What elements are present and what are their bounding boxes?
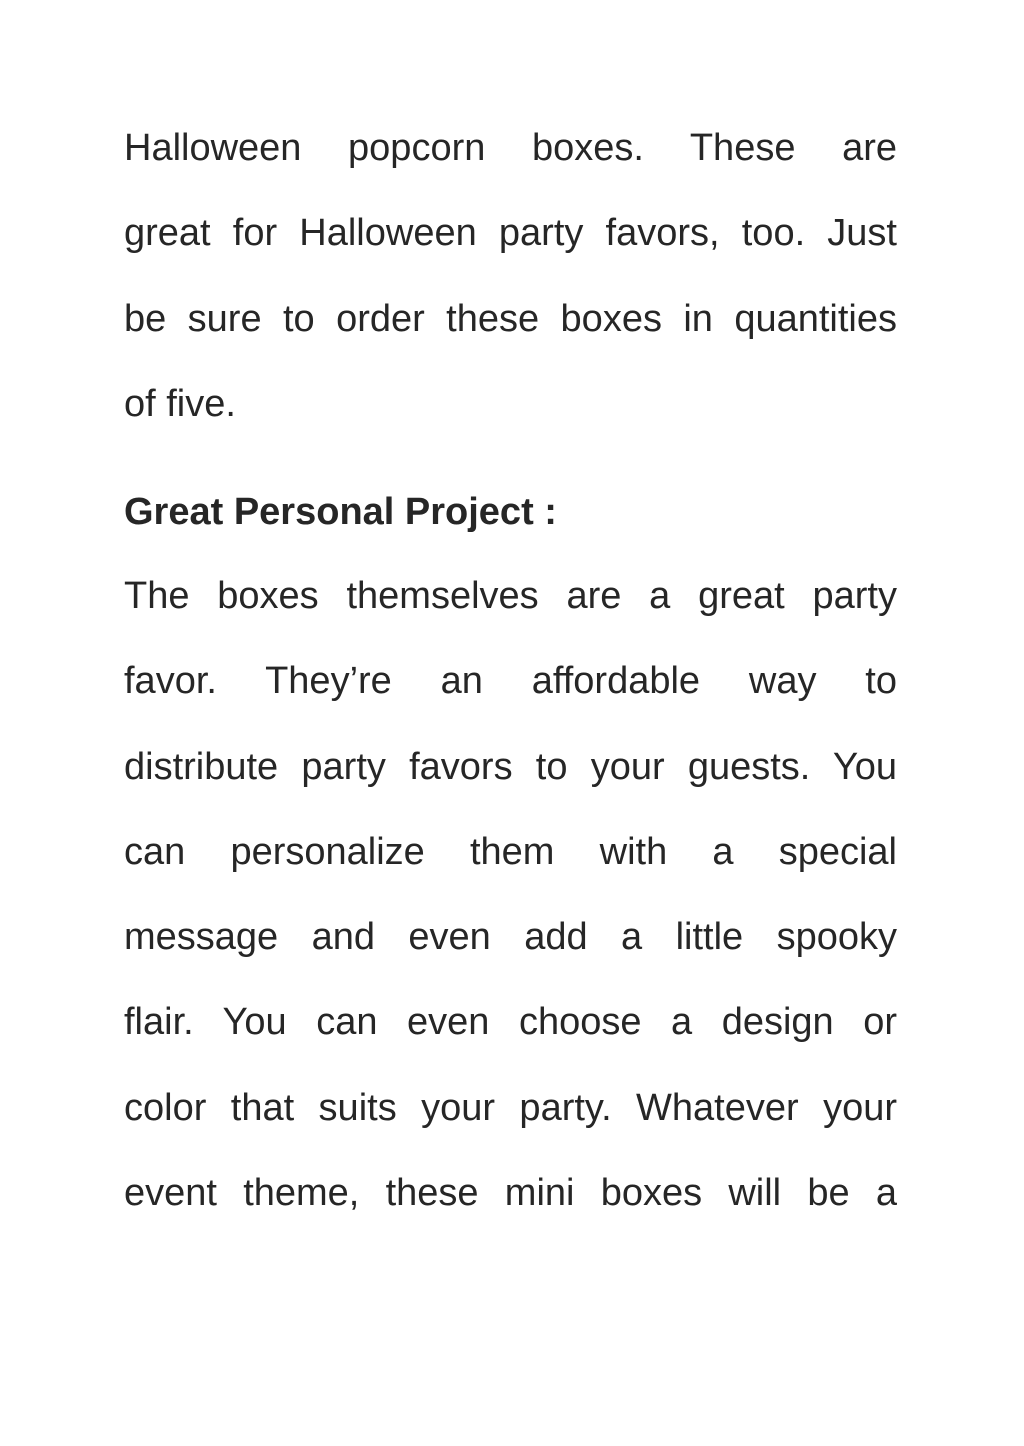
paragraph-intro (124, 106, 897, 447)
paragraph-line: event theme, these mini boxes will be a (124, 1172, 897, 1215)
paragraph-line: of five. (124, 382, 236, 425)
paragraph-body (124, 554, 897, 1236)
paragraph-line: great for Halloween party favors, too. Just (124, 212, 897, 255)
paragraph-line: favor. They’re an affordable way to (124, 660, 897, 703)
paragraph-line: color that suits your party. Whatever your (124, 1086, 897, 1129)
paragraph-line: The boxes themselves are a great party (124, 575, 897, 617)
paragraph-line: distribute party favors to your guests. You (124, 745, 897, 788)
section-heading: Great Personal Project : (124, 491, 557, 533)
paragraph-line: can personalize them with a special (124, 830, 897, 873)
paragraph-line: flair. You can even choose a design or (124, 1001, 897, 1044)
paragraph-line: be sure to order these boxes in quantities (124, 297, 897, 340)
paragraph-line: Halloween popcorn boxes. These are (124, 127, 897, 169)
paragraph-line: message and even add a little spooky (124, 916, 897, 959)
